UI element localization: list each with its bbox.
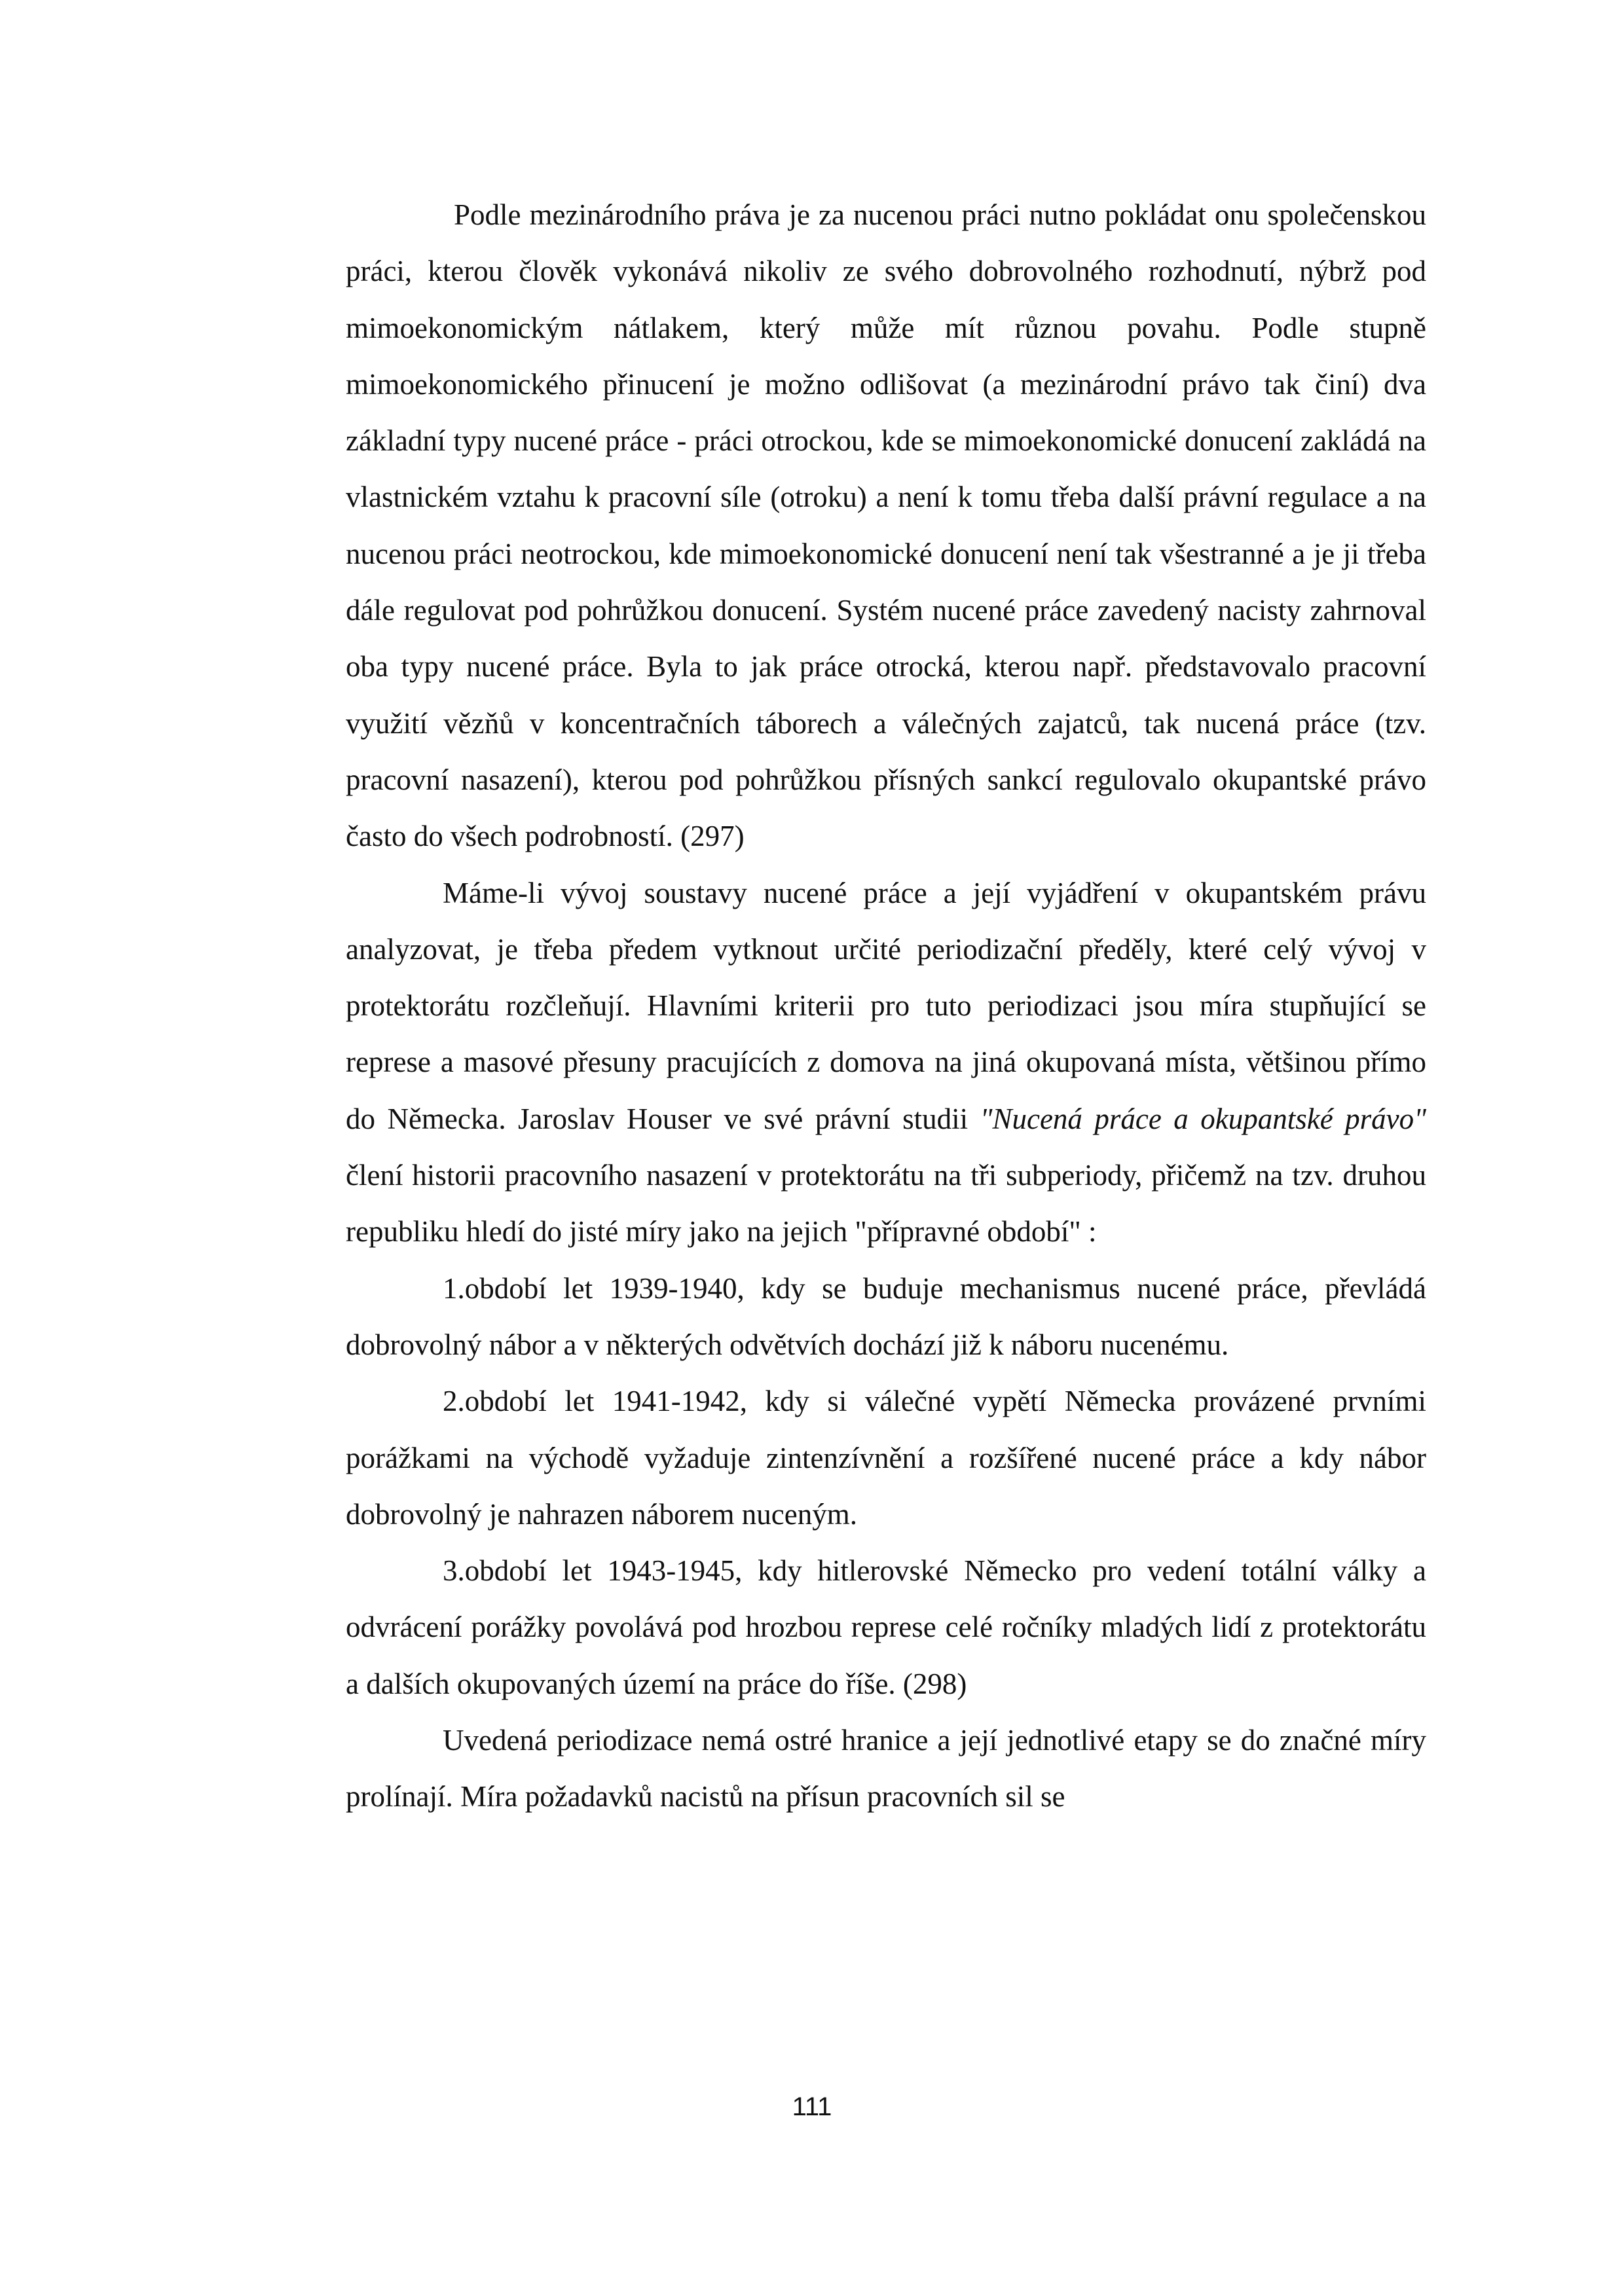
- cited-study-title: "Nucená práce a okupantské právo": [980, 1102, 1426, 1135]
- paragraph-forced-labor-definition: Podle mezinárodního práva je za nucenou práci nutno pokládat onu společenskou práci, kterou člověk vykonává nikoliv ze svého dobrovolného rozhodnutí, nýbrž pod mimoekonomickým nátlakem, který může mít různou povahu. Podle stupně mimoekonomického přinucení je možno odlišovat (a mezinárodní právo tak činí) dva základní typy nucené práce - práci otrockou, kde se mimoekonomické donucení zakládá na vlastnickém vztahu k pracovní síle (otroku) a není k tomu třeba další právní regulace a na nucenou práci neotrockou, kde mimoekonomické donucení není tak všestranné a je ji třeba dále regulovat pod pohrůžkou donucení. Systém nucené práce zavedený nacisty zahrnoval oba typy nucené práce. Byla to jak práce otrocká, kterou např. představovalo pracovní využití vězňů v koncentračních táborech a válečných zajatců, tak nucená práce (tzv. pracovní nasazení), kterou pod pohrůžkou přísných sankcí regulovalo okupantské právo často do všech podrobností. (297): [346, 198, 1426, 853]
- period-item-2: 2.období let 1941-1942, kdy si válečné vypětí Německa provázené prvními porážkami na východě vyžaduje zintenzívnění a rozšířené nucené práce a kdy nábor dobrovolný je nahrazen náborem nuceným.: [346, 1385, 1426, 1531]
- page-number: 111: [792, 2092, 832, 2121]
- body-text: [346, 187, 1426, 1825]
- paragraph-periodization-overlap: Uvedená periodizace nemá ostré hranice a její jednotlivé etapy se do značné míry prolínají. Míra požadavků nacistů na přísun pracovních sil se: [346, 1724, 1426, 1813]
- paragraph-periodization-text-before: Máme-li vývoj soustavy nucené práce a její vyjádření v okupantském právu analyzovat, je třeba předem vytknout určité periodizační předěly, které celý vývoj v protektorátu rozčleňují. Hlavními kriterii pro tuto periodizaci jsou míra stupňující se represe a masové přesuny pracujících z domova na jiná okupovaná místa, většinou přímo do Německa. Jaroslav Houser ve své právní studii: [346, 876, 1426, 1135]
- paragraph-periodization-intro: [346, 865, 1426, 1260]
- period-item-3: 3.období let 1943-1945, kdy hitlerovské Německo pro vedení totální války a odvrácení porážky povolává pod hrozbou represe celé ročníky mladých lidí z protektorátu a dalších okupovaných území na práce do říše. (298): [346, 1554, 1426, 1700]
- period-item-1: 1.období let 1939-1940, kdy se buduje mechanismus nucené práce, převládá dobrovolný nábor a v některých odvětvích dochází již k náboru nucenému.: [346, 1271, 1426, 1361]
- paragraph-periodization-text-after: člení historii pracovního nasazení v protektorátu na tři subperiody, přičemž na tzv. druhou republiku hledí do jisté míry jako na jejich "přípravné období" :: [346, 1159, 1426, 1248]
